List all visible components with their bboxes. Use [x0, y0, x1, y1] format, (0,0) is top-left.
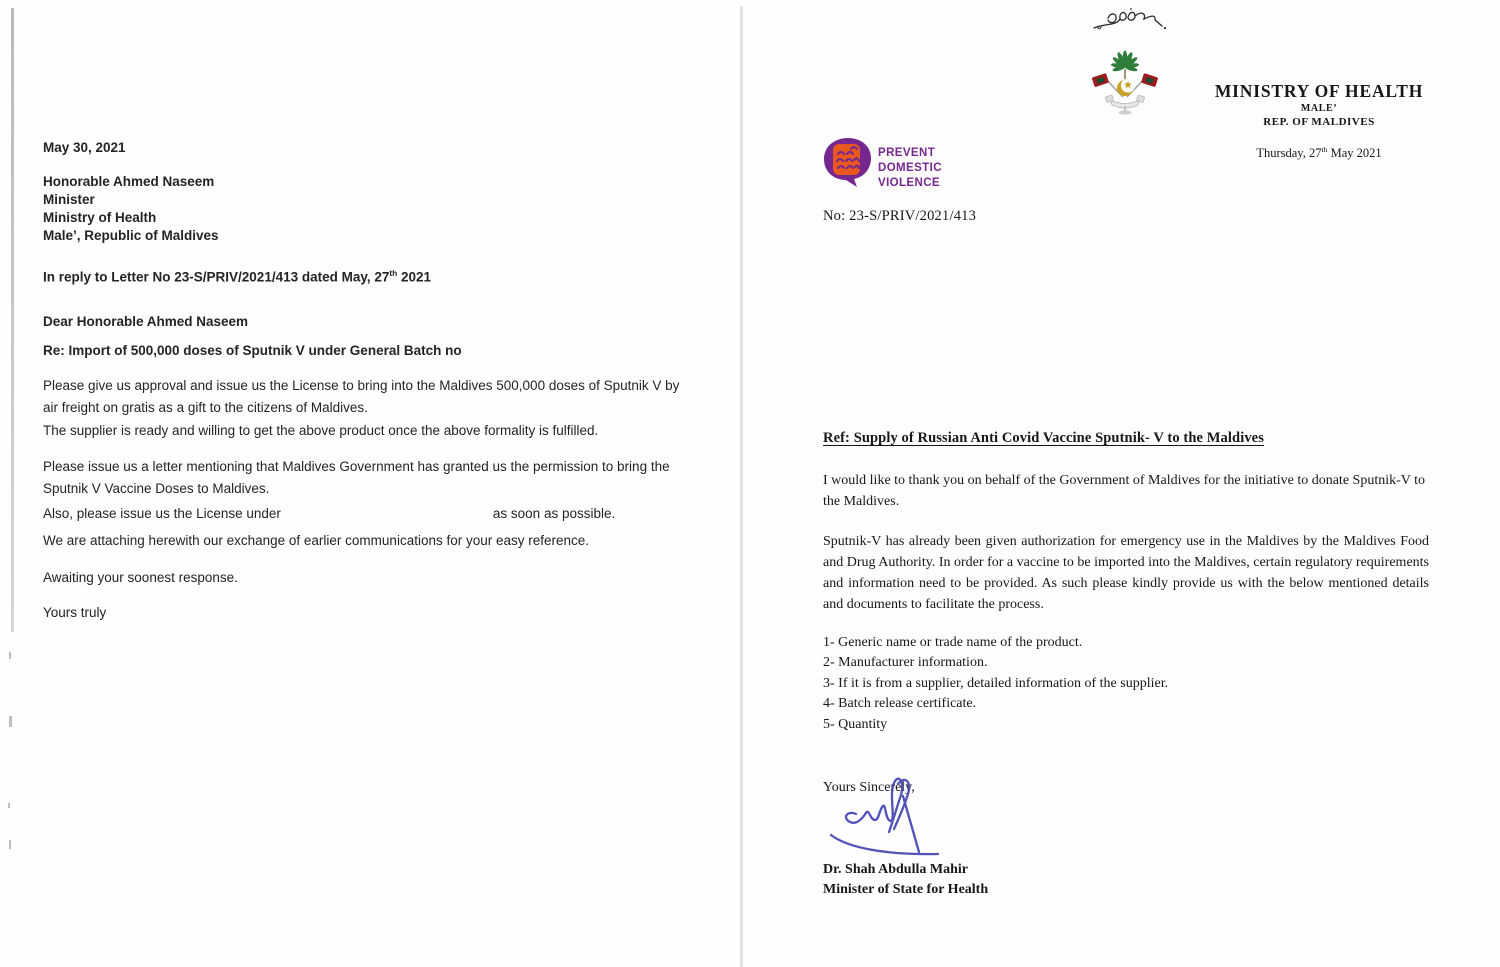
- pdv-logo-line: PREVENT: [878, 147, 936, 159]
- recipient-line: Honorable Ahmed Naseem: [43, 174, 215, 189]
- scan-artifact: [9, 840, 11, 849]
- pdv-logo-line: DOMESTIC: [878, 162, 942, 174]
- list-item: 2- Manufacturer information.: [823, 655, 988, 671]
- list-item: 1- Generic name or trade name of the product.: [823, 635, 1083, 650]
- paragraph-text: as soon as possible.: [492, 506, 616, 521]
- list-item: 4- Batch release certificate.: [823, 696, 977, 712]
- reply-reference-text: In reply to Letter No 23-S/PRIV/2021/413 dated May, 27: [43, 269, 390, 285]
- ministry-city: MALE’: [1300, 103, 1338, 114]
- paragraph: Please issue us a letter mentioning that Maldives Government has granted us the permission to bring the Sputnik V Vaccine Doses to Maldives.: [43, 459, 670, 496]
- reply-reference-year: 2021: [397, 269, 432, 285]
- pdv-logo-icon: [821, 136, 875, 194]
- paragraph: Please give us approval and issue us the License to bring into the Maldives 500,000 doses of Sputnik V by air freight on gratis as a gift to the citizens of Maldives.: [43, 378, 680, 415]
- list-item: 3- If it is from a supplier, detailed information of the supplier.: [823, 675, 1169, 691]
- pdv-logo-line: VIOLENCE: [878, 177, 940, 189]
- sender-date: May 30, 2021: [43, 140, 126, 155]
- letter-date-text: May 2021: [1327, 146, 1382, 161]
- closing: Yours Sincerely,: [823, 780, 915, 795]
- scan-edge-artifact: [11, 8, 14, 632]
- signer-name: Dr. Shah Abdulla Mahir: [823, 862, 968, 877]
- list-item: 5- Quantity: [823, 716, 888, 732]
- signature-icon: [826, 772, 944, 860]
- paragraph: I would like to thank you on behalf of the Government of Maldives for the initiative to donate Sputnik-V to the Maldives.: [823, 473, 1426, 509]
- signer-title: Minister of State for Health: [823, 882, 989, 897]
- ministry-name: MINISTRY OF HEALTH: [1214, 81, 1424, 101]
- paragraph-with-redaction: [43, 503, 703, 525]
- closing: Yours truly: [43, 605, 107, 620]
- scan-artifact: [8, 803, 10, 808]
- page-divider: [740, 6, 743, 967]
- salutation: Dear Honorable Ahmed Naseem: [43, 314, 249, 329]
- reply-reference-line: [43, 262, 431, 289]
- scan-artifact: [9, 652, 11, 659]
- recipient-block: [43, 173, 219, 245]
- reference-number: No: 23-S/PRIV/2021/413: [823, 208, 977, 224]
- maldives-state-emblem-icon: [1084, 50, 1166, 116]
- pdv-logo-text: [878, 146, 942, 191]
- letter-date-text: Thursday, 27: [1256, 146, 1322, 161]
- subject-line: Re: Import of 500,000 doses of Sputnik V under General Batch no: [43, 343, 462, 358]
- numbered-list: [823, 633, 1168, 735]
- recipient-line: Male’, Republic of Maldives: [43, 228, 219, 243]
- paragraph: We are attaching herewith our exchange of earlier communications for your easy reference.: [43, 533, 590, 548]
- ordinal-superscript: th: [1321, 145, 1328, 154]
- paragraph-text: Also, please issue us the License under: [43, 506, 281, 521]
- ordinal-superscript: th: [389, 268, 398, 278]
- scan-artifact: [9, 716, 12, 727]
- ministry-country: REP. OF MALDIVES: [1263, 116, 1375, 128]
- paragraph: The supplier is ready and willing to get the above product once the above formality is fulfilled.: [43, 423, 599, 438]
- recipient-line: Minister: [43, 192, 95, 207]
- paragraph: Sputnik-V has already been given authorization for emergency use in the Maldives by the Maldives Food and Drug Authority. In order for a vaccine to be imported into the Maldives, certain regulatory requirements and information need to be provided. As such please kindly provide us with the below mentioned details and documents to facilitate the process.: [823, 534, 1429, 612]
- bismillah-calligraphy-icon: [1086, 4, 1170, 36]
- paragraph: Awaiting your soonest response.: [43, 570, 238, 585]
- reference-subject: Ref: Supply of Russian Anti Covid Vaccine Sputnik- V to the Maldives: [823, 430, 1264, 446]
- recipient-line: Ministry of Health: [43, 210, 157, 225]
- ministry-header: [1169, 82, 1469, 129]
- letter-date: [1169, 139, 1469, 164]
